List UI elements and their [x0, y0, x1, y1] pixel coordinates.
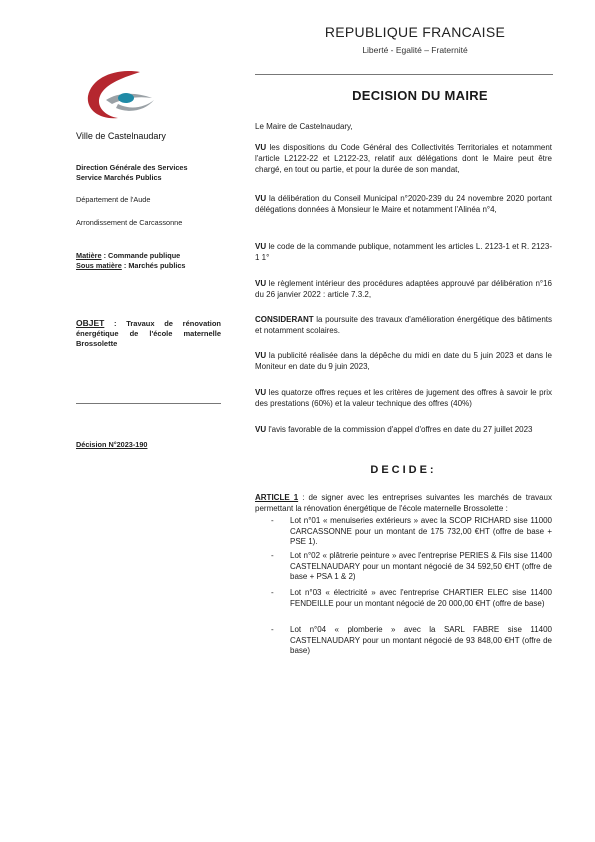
- arrondissement-label: Arrondissement de Carcassonne: [76, 218, 183, 227]
- lot-bullet: -: [271, 588, 274, 597]
- direction-line2: Service Marchés Publics: [76, 173, 162, 182]
- decide-heading: DECIDE:: [370, 464, 437, 476]
- city-name: Ville de Castelnaudary: [76, 131, 166, 141]
- lot-item-3: Lot n°03 « électricité » avec l'entreprise CHARTIER ELEC sise 11400 FENDEILLE pour un montant négocié de 20 000,00 €HT (offre de base): [290, 588, 552, 608]
- lot-item-4: Lot n°04 « plomberie » avec la SARL FABRE sise 11400 CASTELNAUDARY pour un montant négocié de 93 848,00 €HT (offre de base): [290, 625, 552, 655]
- sous-matiere-line: Sous matière : Marchés publics: [76, 261, 186, 270]
- matiere-block: [76, 251, 236, 271]
- decision-title: DECISION DU MAIRE: [352, 88, 488, 103]
- republic-motto: Liberté - Egalité – Fraternité: [362, 45, 468, 55]
- vu-paragraph-6: VU les quatorze offres reçues et les critères de jugement des offres à savoir le prix des prestations (60%) et la valeur technique des offres (40%): [255, 388, 552, 408]
- lot-bullet: -: [271, 516, 274, 525]
- vu-paragraph-4: VU le règlement intérieur des procédures adaptées approuvé par délibération n°16 du 26 janvier 2022 : article 7.3.2,: [255, 279, 552, 299]
- objet-block: OBJET : Travaux de rénovation énergétique de l'école maternelle Brossolette: [76, 318, 221, 348]
- considerant-paragraph: CONSIDERANT la poursuite des travaux d'amélioration énergétique des bâtiments et notamment scolaires.: [255, 315, 552, 335]
- matiere-line: Matière : Commande publique: [76, 251, 181, 260]
- city-logo-icon: [78, 66, 164, 126]
- vu-paragraph-2: VU la délibération du Conseil Municipal n°2020-239 du 24 novembre 2020 portant délégations données à Monsieur le Maire et notamment l'Alinéa n°4,: [255, 194, 552, 214]
- article-1: ARTICLE 1 : de signer avec les entreprises suivantes les marchés de travaux permettant la rénovation énergétique de l'école maternelle Brossolette :: [255, 493, 552, 513]
- intro-text: Le Maire de Castelnaudary,: [255, 122, 353, 131]
- lot-bullet: -: [271, 551, 274, 560]
- lot-item-2: Lot n°02 « plâtrerie peinture » avec l'entreprise PERIES & Fils sise 11400 CASTELNAUDARY pour un montant négocié de 34 592,50 €HT (offre de base + PSA 1 & 2): [290, 551, 552, 581]
- direction-block: [76, 163, 236, 183]
- direction-line1: Direction Générale des Services: [76, 163, 188, 172]
- lot-bullet: -: [271, 625, 274, 634]
- lot-item-1: Lot n°01 « menuiseries extérieurs » avec la SCOP RICHARD sise 11000 CARCASSONNE pour un montant de 175 732,00 €HT (offre de base + PSE 1).: [290, 516, 552, 546]
- vu-paragraph-3: VU le code de la commande publique, notamment les articles L. 2123-1 et R. 2123-1 1°: [255, 242, 552, 262]
- header-divider: [255, 74, 553, 75]
- departement-label: Département de l'Aude: [76, 195, 151, 204]
- sidebar-divider: [76, 403, 221, 404]
- vu-paragraph-1: VU les dispositions du Code Général des Collectivités Territoriales et notamment l'article L2122-22 et L2122-23, relatif aux délégations dont le Maire peut être chargé, en tout ou partie, et pour la durée de son mandat,: [255, 143, 552, 174]
- vu-paragraph-7: VU l'avis favorable de la commission d'appel d'offres en date du 27 juillet 2023: [255, 425, 533, 434]
- decision-number: Décision N°2023-190: [76, 440, 148, 449]
- vu-paragraph-5: VU la publicité réalisée dans la dépêche du midi en date du 5 juin 2023 et dans le Moniteur en date du 9 juin 2023,: [255, 351, 552, 371]
- republic-title: REPUBLIQUE FRANCAISE: [324, 24, 506, 40]
